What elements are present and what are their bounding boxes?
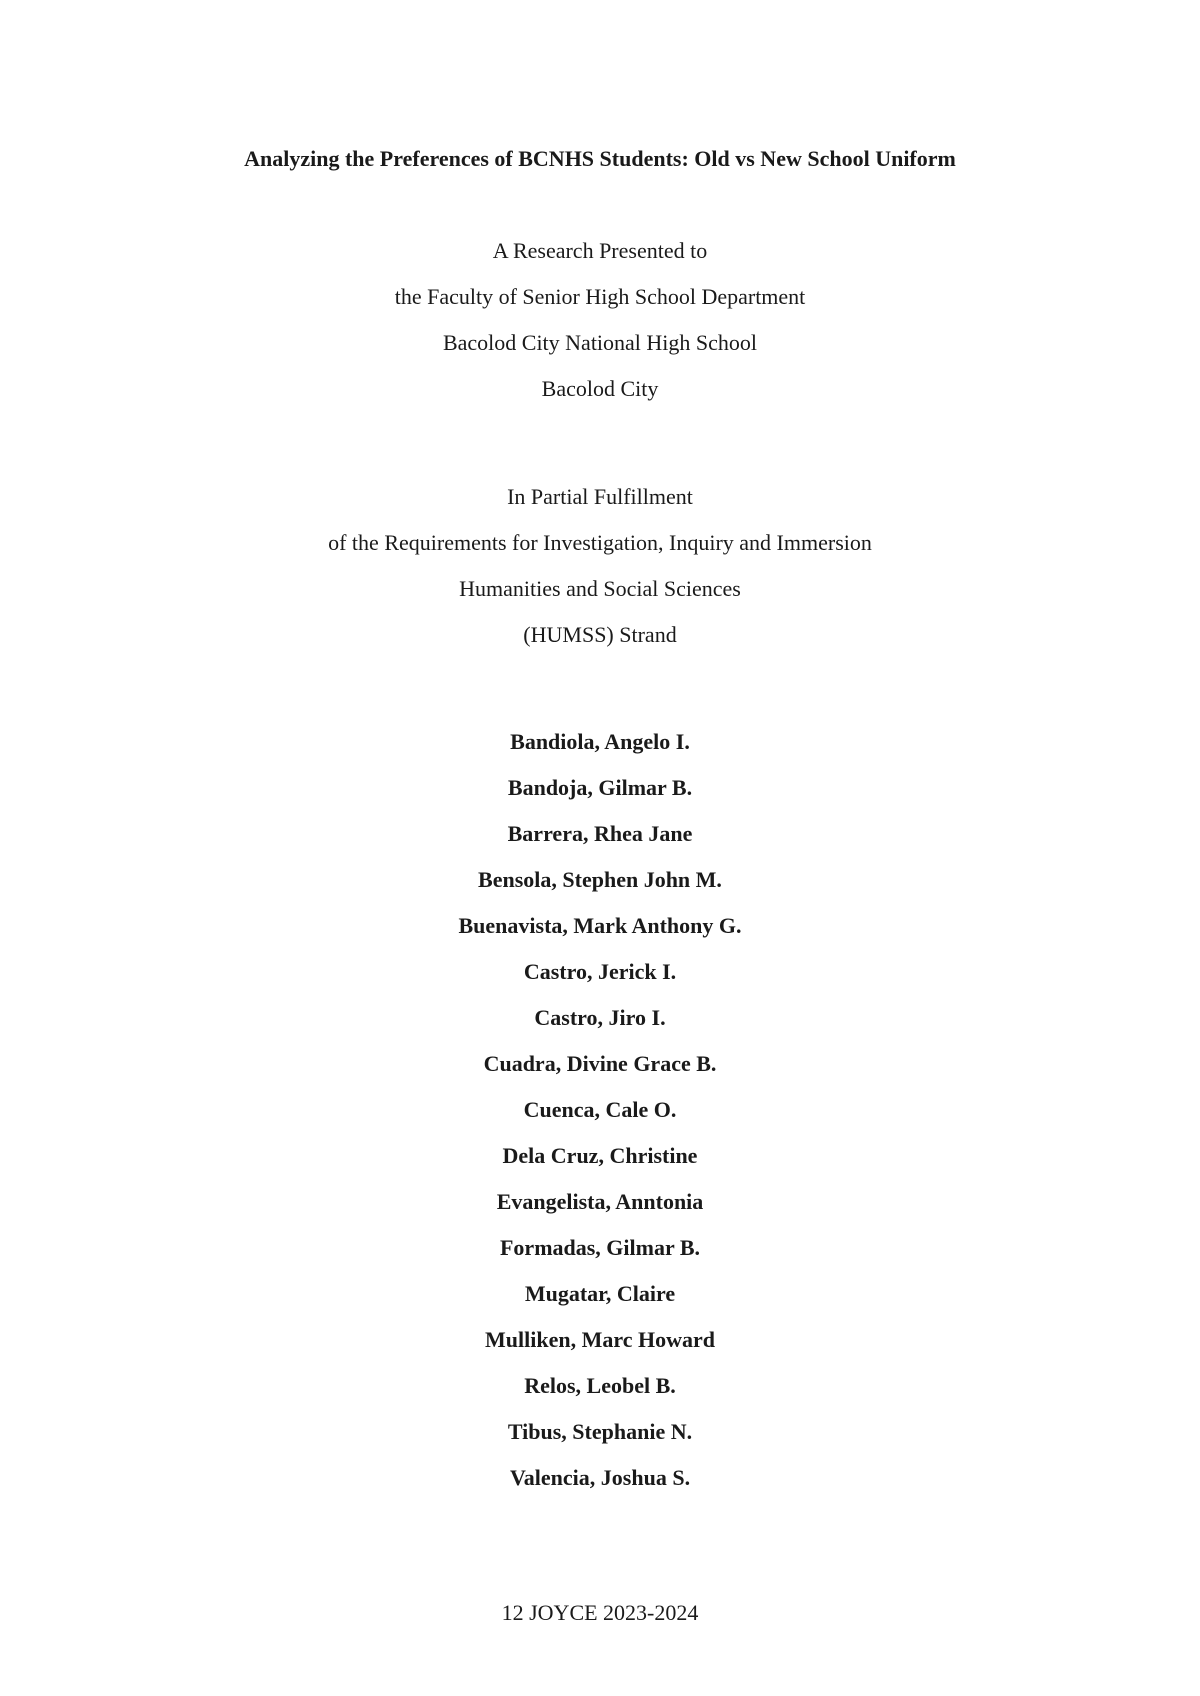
author-name: Buenavista, Mark Anthony G. <box>458 913 742 938</box>
author-name: Valencia, Joshua S. <box>509 1465 691 1490</box>
fulfillment-line: of the Requirements for Investigation, Inquiry and Immersion <box>328 530 872 555</box>
presented-line: A Research Presented to <box>492 238 708 263</box>
fulfillment-line: In Partial Fulfillment <box>507 484 693 509</box>
presented-line: Bacolod City <box>541 376 659 401</box>
author-name: Castro, Jerick I. <box>523 959 677 984</box>
fulfillment-line: (HUMSS) Strand <box>523 622 677 647</box>
author-name: Tibus, Stephanie N. <box>507 1419 693 1444</box>
author-name: Castro, Jiro I. <box>534 1005 666 1030</box>
author-name: Barrera, Rhea Jane <box>507 821 693 846</box>
author-name: Formadas, Gilmar B. <box>499 1235 701 1260</box>
document-title: Analyzing the Preferences of BCNHS Students: Old vs New School Uniform <box>244 146 956 171</box>
author-name: Cuadra, Divine Grace B. <box>483 1051 717 1076</box>
author-name: Mugatar, Claire <box>524 1281 676 1306</box>
author-name: Relos, Leobel B. <box>524 1373 676 1398</box>
presented-to-block <box>0 236 1200 420</box>
author-list <box>0 727 1200 1509</box>
presented-line: Bacolod City National High School <box>442 330 758 355</box>
section-and-school-year: 12 JOYCE 2023-2024 <box>501 1600 699 1625</box>
author-name: Bandiola, Angelo I. <box>510 729 690 754</box>
author-name: Mulliken, Marc Howard <box>485 1327 715 1352</box>
author-name: Bandoja, Gilmar B. <box>507 775 693 800</box>
author-name: Bensola, Stephen John M. <box>478 867 722 892</box>
author-name: Cuenca, Cale O. <box>523 1097 677 1122</box>
fulfillment-block <box>0 482 1200 666</box>
fulfillment-line: Humanities and Social Sciences <box>459 576 741 601</box>
author-name: Evangelista, Anntonia <box>496 1189 704 1214</box>
presented-line: the Faculty of Senior High School Department <box>394 284 806 309</box>
author-name: Dela Cruz, Christine <box>502 1143 698 1168</box>
